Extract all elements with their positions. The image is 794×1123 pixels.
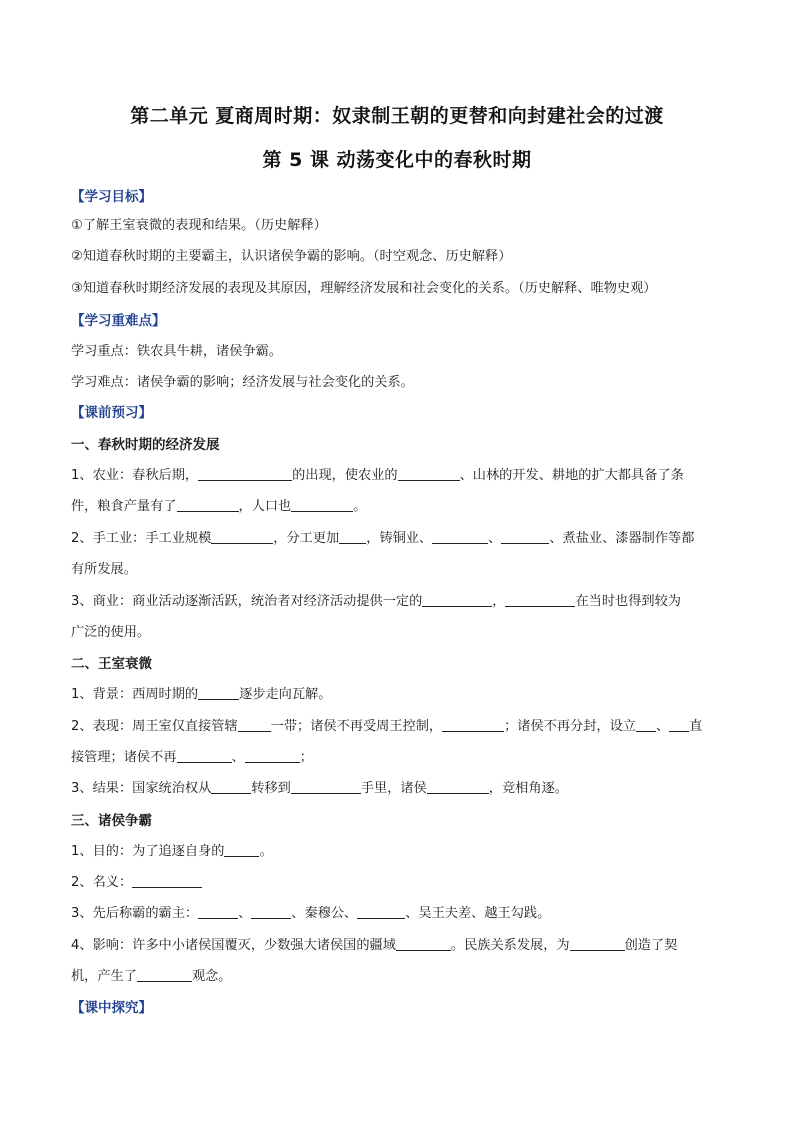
fill-blank[interactable] xyxy=(245,749,300,763)
fill-blank[interactable] xyxy=(427,780,489,794)
fill-blank[interactable] xyxy=(198,905,238,919)
fill-blank[interactable] xyxy=(251,905,291,919)
unit-title: 第二单元 夏商周时期：奴隶制王朝的更替和向封建社会的过渡 xyxy=(130,105,664,127)
goal-item-2: ②知道春秋时期的主要霸主，认识诸侯争霸的影响。（时空观念、历史解释） xyxy=(71,249,512,264)
aim-line: 1、目的：为了追逐自身的 。 xyxy=(71,844,273,859)
hegemons-line: 3、先后称霸的霸主： 、 、秦穆公、 、吴王夫差、越王勾践。 xyxy=(71,906,551,921)
pretext-line: 2、名义： xyxy=(71,874,731,892)
result-line: 3、结果：国家统治权从 转移到 手里，诸侯 ，竞相角逐。 xyxy=(71,781,568,796)
fill-blank[interactable] xyxy=(357,905,405,919)
section-royal-decline-title: 二、王室衰微 xyxy=(71,656,152,672)
goals-heading: 【学习目标】 xyxy=(71,189,152,205)
key-difficulty: 学习难点：诸侯争霸的影响；经济发展与社会变化的关系。 xyxy=(71,375,414,390)
explore-heading: 【课中探究】 xyxy=(71,1000,152,1016)
impact-line-2: 机，产生了 观念。 xyxy=(71,969,232,984)
fill-blank[interactable] xyxy=(238,718,271,732)
key-focus: 学习重点：铁农具牛耕，诸侯争霸。 xyxy=(71,344,282,359)
lesson-title: 第 5 课 动荡变化中的春秋时期 xyxy=(262,149,532,171)
fill-blank[interactable] xyxy=(291,498,353,512)
commerce-line-2: 广泛的使用。 xyxy=(71,625,151,640)
fill-blank[interactable] xyxy=(422,593,492,607)
fill-blank[interactable] xyxy=(636,718,656,732)
manifestation-line-1: 2、表现：周王室仅直接管辖 一带；诸侯不再受周王控制， ；诸侯不再分封，设立 、 直 xyxy=(71,719,703,734)
handicraft-line-1: 2、手工业：手工业规模 ，分工更加 ，铸铜业、 、 、煮盐业、漆器制作等都 xyxy=(71,531,695,546)
fill-blank[interactable] xyxy=(669,718,689,732)
goal-item-1: ①了解王室衰微的表现和结果。（历史解释） xyxy=(71,218,327,233)
impact-line-1: 4、影响：许多中小诸侯国覆灭，少数强大诸侯国的疆域 。民族关系发展，为 创造了契 xyxy=(71,938,678,953)
fill-blank[interactable] xyxy=(570,937,625,951)
manifestation-line-2: 接管理；诸侯不再 、 ； xyxy=(71,750,313,765)
fill-blank[interactable] xyxy=(398,467,460,481)
section-economy-title: 一、春秋时期的经济发展 xyxy=(71,437,220,453)
fill-blank[interactable] xyxy=(339,530,366,544)
fill-blank[interactable] xyxy=(177,498,239,512)
fill-blank[interactable] xyxy=(224,843,259,857)
handicraft-line-2: 有所发展。 xyxy=(71,562,137,577)
fill-blank[interactable] xyxy=(432,530,488,544)
preview-heading: 【课前预习】 xyxy=(71,405,152,421)
fill-blank[interactable] xyxy=(211,780,251,794)
commerce-line-1: 3、商业：商业活动逐渐活跃，统治者对经济活动提供一定的 ， 在当时也得到较为 xyxy=(71,594,681,609)
fill-blank[interactable] xyxy=(198,467,292,481)
agriculture-line-1: 1、农业：春秋后期， 的出现，使农业的 、山林的开发、耕地的扩大都具备了条 xyxy=(71,468,684,483)
fill-blank[interactable] xyxy=(137,968,192,982)
fill-blank[interactable] xyxy=(291,780,361,794)
fill-blank[interactable] xyxy=(132,874,202,888)
fill-blank[interactable] xyxy=(211,530,273,544)
keypoints-heading: 【学习重难点】 xyxy=(71,313,166,329)
fill-blank[interactable] xyxy=(442,718,504,732)
agriculture-line-2: 件，粮食产量有了 ，人口也 。 xyxy=(71,499,367,514)
fill-blank[interactable] xyxy=(505,593,575,607)
fill-blank[interactable] xyxy=(501,530,549,544)
background-line: 1、背景：西周时期的 逐步走向瓦解。 xyxy=(71,687,332,702)
goal-item-3: ③知道春秋时期经济发展的表现及其原因，理解经济发展和社会变化的关系。（历史解释、唯物史观） xyxy=(71,281,657,296)
section-hegemony-title: 三、诸侯争霸 xyxy=(71,813,152,829)
fill-blank[interactable] xyxy=(396,937,451,951)
fill-blank[interactable] xyxy=(177,749,232,763)
fill-blank[interactable] xyxy=(198,686,239,700)
